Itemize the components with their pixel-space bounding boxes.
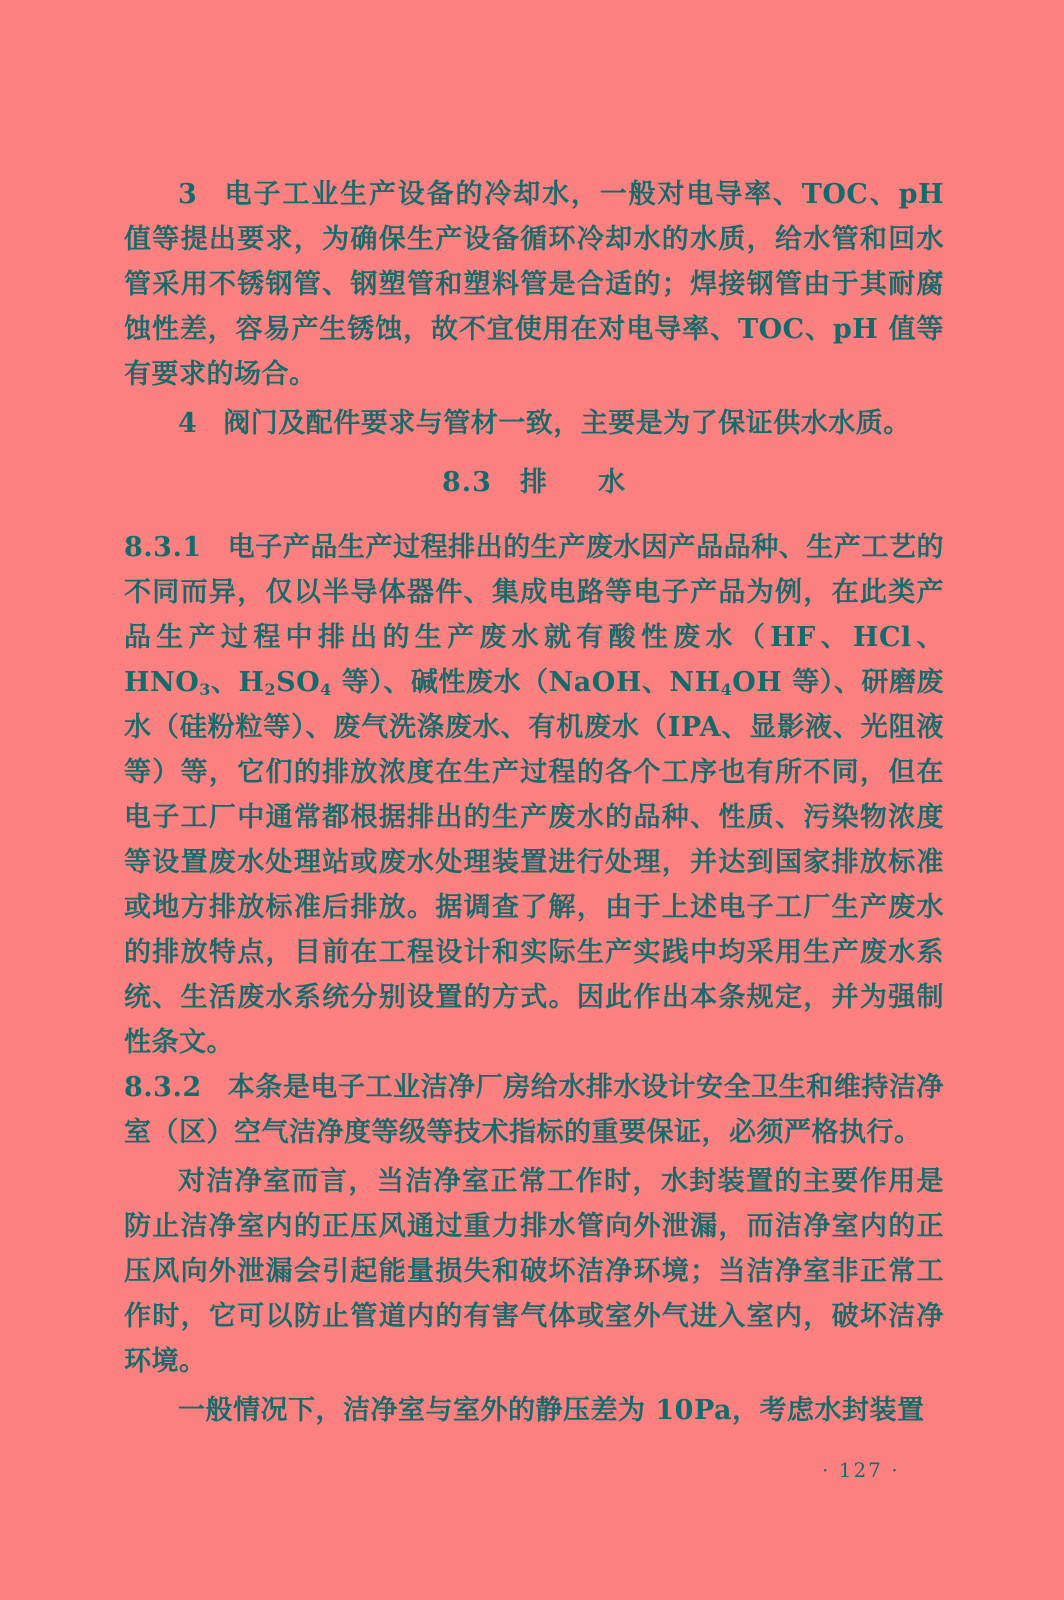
clause-8-3-1-number: 8.3.1: [124, 532, 202, 563]
section-title-word-1: 排: [519, 467, 548, 498]
water-seal-paragraph: 对洁净室而言，当洁净室正常工作时，水封装置的主要作用是防止洁净室内的正压风通过重力排水管向外泄漏，而洁净室内的正压风向外泄漏会引起能量损失和破坏洁净环境；当洁净室非正常工作时，它可以防止管道内的有害气体或室外气进入室内，破坏洁净环境。: [124, 1166, 944, 1377]
item-4-paragraph: [124, 401, 944, 446]
subscript-3: 3: [199, 680, 211, 699]
clause-8-3-1: [124, 525, 944, 1065]
subscript-4: 4: [320, 680, 332, 699]
clause-8-3-1-text-a: 电子产品生产过程排出的生产废水因产品品种、生产工艺的不同而异，仅以半导体器件、集成电路等电子产品为例，在此类产品生产过程中排出的生产废水就有酸性废水（HF、HCl、HNO: [124, 532, 944, 698]
subscript-4-nh: 4: [720, 680, 733, 699]
clause-8-3-1-text-e: OH 等）、研磨废水（硅粉粒等）、废气洗涤废水、有机废水（IPA、显影液、光阻液等）等，它们的排放浓度在生产过程的各个工序也有所不同，但在电子工厂中通常都根据排出的生产废水的品种、性质、污染物浓度等设置废水处理站或废水处理装置进行处理，并达到国家排放标准或地方排放标准后排放。据调查了解，由于上述电子工厂生产废水的排放特点，目前在工程设计和实际生产实践中均采用生产废水系统、生活废水系统分别设置的方式。因此作出本条规定，并为强制性条文。: [124, 667, 944, 1058]
page-body: [124, 172, 944, 1433]
section-title-word-2: 水: [597, 467, 626, 498]
clause-8-3-1-text-b: 、H: [210, 667, 265, 698]
item-4-text: 阀门及配件要求与管材一致，主要是为了保证供水水质。: [223, 408, 911, 439]
section-heading: [124, 460, 944, 505]
section-number: 8.3: [442, 467, 492, 498]
clause-8-3-2-text: 本条是电子工业洁净厂房给水排水设计安全卫生和维持洁净室（区）空气洁净度等级等技术指标的重要保证，必须严格执行。: [124, 1072, 944, 1148]
item-3-number: 3: [178, 179, 198, 210]
subscript-2: 2: [264, 680, 277, 699]
clause-8-3-1-text-c: SO: [276, 667, 321, 698]
item-3-text: 电子工业生产设备的冷却水，一般对电导率、TOC、pH 值等提出要求，为确保生产设备循环冷却水的水质，给水管和回水管采用不锈钢管、钢塑管和塑料管是合适的；焊接钢管由于其耐腐蚀性差，容易产生锈蚀，故不宜使用在对电导率、TOC、pH 值等有要求的场合。: [124, 179, 944, 390]
item-3-paragraph: [124, 172, 944, 397]
clause-8-3-1-text-d: 等）、碱性废水（NaOH、NH: [331, 667, 721, 698]
item-4-number: 4: [178, 408, 198, 439]
clause-8-3-2: [124, 1065, 944, 1155]
clause-8-3-2-number: 8.3.2: [124, 1072, 202, 1103]
page-number: · 127 ·: [822, 1458, 900, 1482]
static-pressure-paragraph: 一般情况下，洁净室与室外的静压差为 10Pa，考虑水封装置: [178, 1395, 925, 1426]
